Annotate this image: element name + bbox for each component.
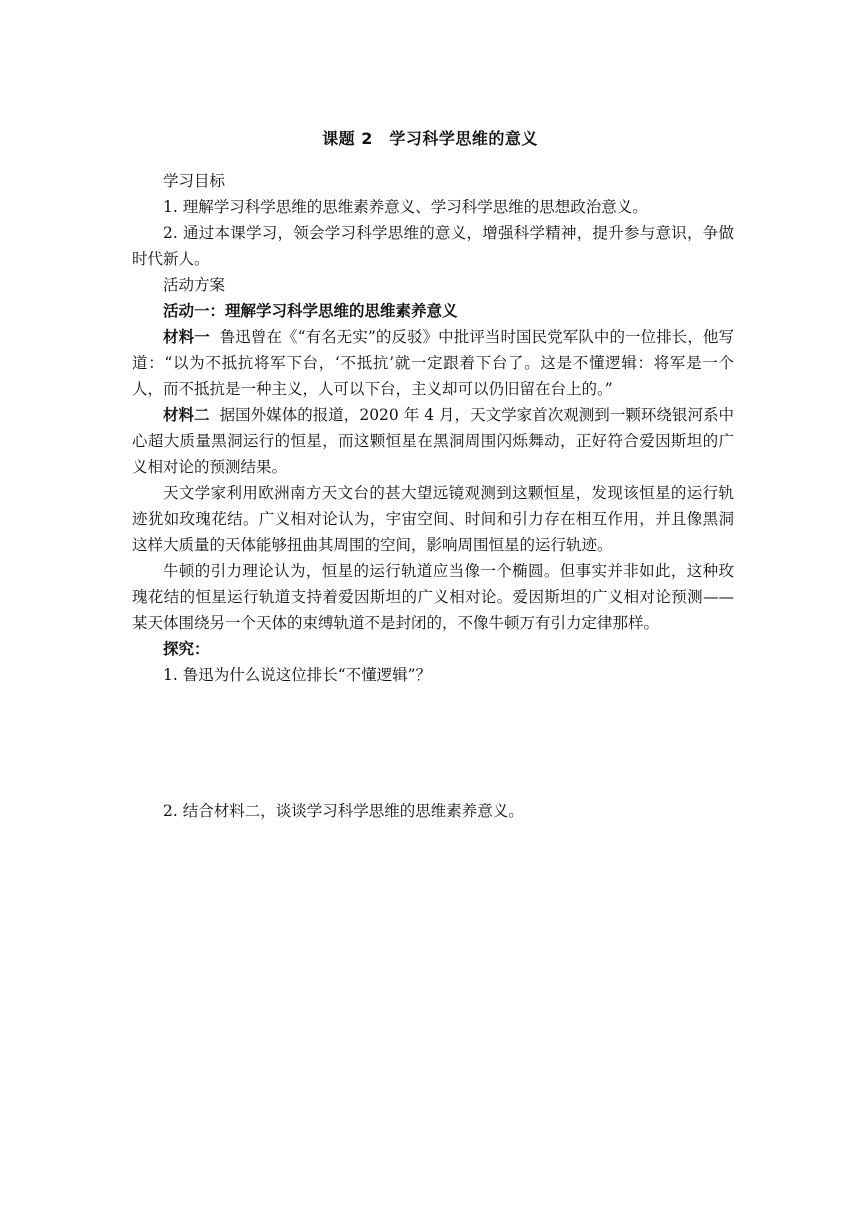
plan-heading: 活动方案	[163, 276, 226, 294]
explore-heading: 探究：	[163, 640, 210, 658]
material-2	[132, 402, 734, 480]
material-2-paragraph-2: 天文学家利用欧洲南方天文台的甚大望远镜观测到这颗恒星，发现该恒星的运行轨迹犹如玫瑰花结。广义相对论认为，宇宙空间、时间和引力存在相互作用，并且像黑洞这样大质量的天体能够扭曲其周围的空间，影响周围恒星的运行轨迹。	[132, 484, 734, 554]
material-2-paragraph-3: 牛顿的引力理论认为，恒星的运行轨道应当像一个椭圆。但事实并非如此，这种玫瑰花结的恒星运行轨道支持着爱因斯坦的广义相对论。爱因斯坦的广义相对论预测——某天体围绕另一个天体的束缚轨道不是封闭的，不像牛顿万有引力定律那样。	[132, 562, 734, 632]
page-title: 课题 2 学习科学思维的意义	[322, 129, 538, 148]
document-body	[132, 168, 734, 824]
material-1-text: 鲁迅曾在《“有名无实”的反驳》中批评当时国民党军队中的一位排长，他写道：“以为不抵抗将军下台，‘不抵抗’就一定跟着下台了。这是不懂逻辑：将军是一个人，而不抵抗是一种主义，人可以下台，主义却可以仍旧留在台上的。”	[132, 328, 734, 398]
goal-item-2: 2. 通过本课学习，领会学习科学思维的意义，增强科学精神，提升参与意识，争做时代新人。	[132, 224, 734, 268]
material-2-text: 据国外媒体的报道，2020 年 4 月，天文学家首次观测到一颗环绕银河系中心超大质量黑洞运行的恒星，而这颗恒星在黑洞周围闪烁舞动，正好符合爱因斯坦的广义相对论的预测结果。	[132, 406, 734, 476]
answer-space-1	[132, 688, 734, 798]
question-1: 1. 鲁迅为什么说这位排长“不懂逻辑”？	[163, 666, 432, 684]
goal-item-1: 1. 理解学习科学思维的思维素养意义、学习科学思维的思想政治意义。	[163, 198, 648, 216]
material-2-label: 材料二	[163, 406, 210, 424]
material-1-label: 材料一	[163, 328, 210, 346]
material-1	[132, 324, 734, 402]
goals-heading: 学习目标	[163, 172, 226, 190]
activity-1-heading: 活动一：理解学习科学思维的思维素养意义	[163, 302, 458, 320]
question-2: 2. 结合材料二，谈谈学习科学思维的思维素养意义。	[163, 802, 524, 820]
